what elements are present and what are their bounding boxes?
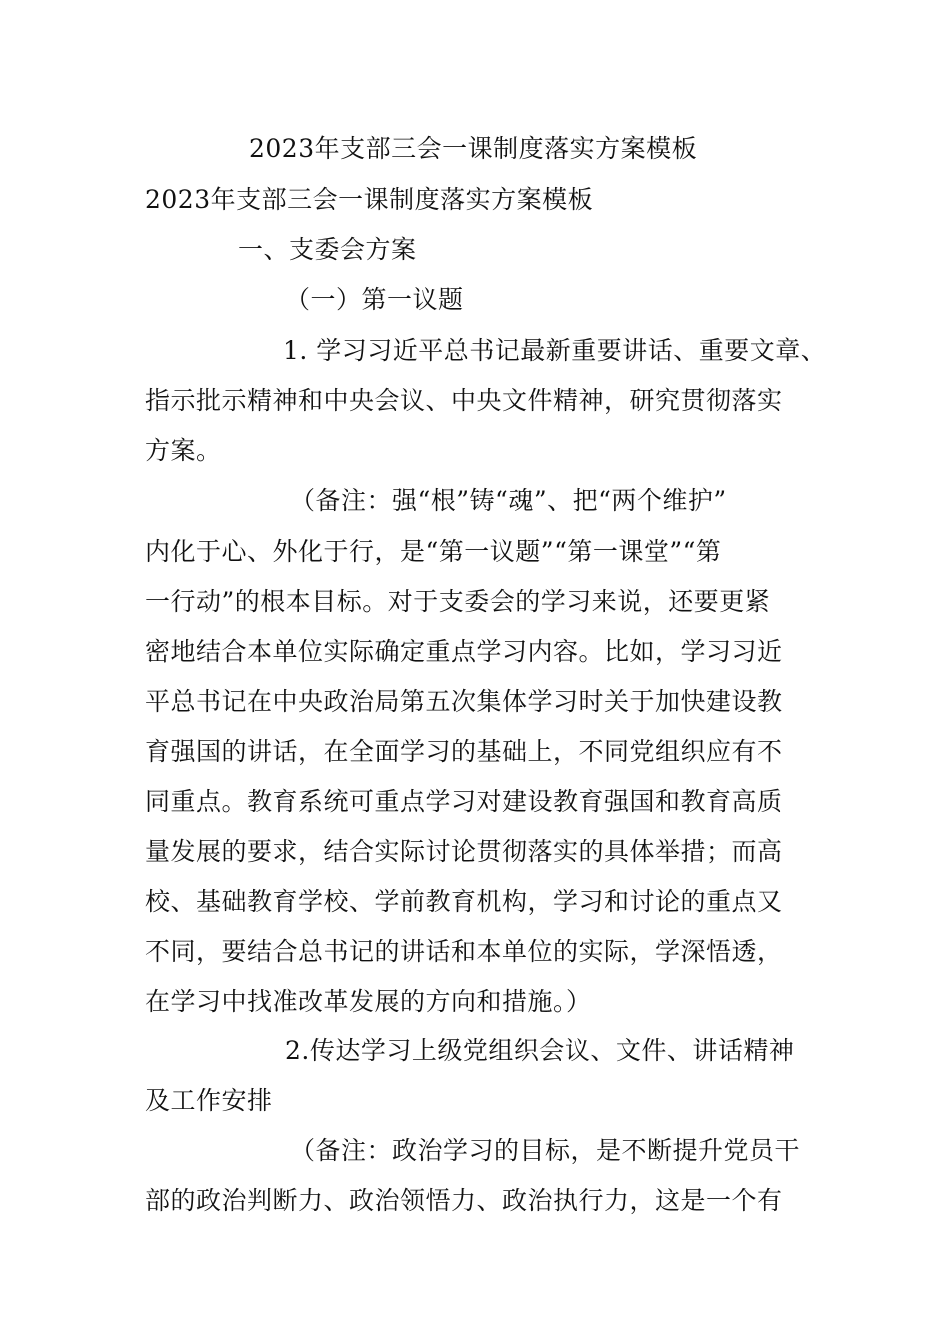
body-line: 方案。 (145, 436, 222, 465)
body-line: 一行动”的根本目标。对于支委会的学习来说，还要更紧 (145, 587, 771, 616)
body-line: 1. 学习习近平总书记最新重要讲话、重要文章、 (283, 336, 827, 365)
body-line: 量发展的要求，结合实际讨论贯彻落实的具体举措；而高 (145, 837, 783, 866)
body-line: 部的政治判断力、政治领悟力、政治执行力，这是一个有 (145, 1186, 783, 1215)
subsection-heading: （一）第一议题 (285, 285, 464, 314)
body-line: 及工作安排 (145, 1086, 273, 1115)
body-line: 不同，要结合总书记的讲话和本单位的实际，学深悟透， (145, 937, 783, 966)
section-heading: 一、支委会方案 (238, 235, 417, 264)
body-line: 育强国的讲话，在全面学习的基础上，不同党组织应有不 (145, 737, 783, 766)
body-line: 内化于心、外化于行，是“第一议题”“第一课堂”“第 (145, 537, 722, 566)
body-line: 平总书记在中央政治局第五次集体学习时关于加快建设教 (145, 687, 783, 716)
body-line: 2.传达学习上级党组织会议、文件、讲话精神 (285, 1036, 795, 1065)
body-line: 密地结合本单位实际确定重点学习内容。比如，学习习近 (145, 637, 783, 666)
body-line: （备注：政治学习的目标，是不断提升党员干 (290, 1136, 801, 1165)
body-line: 同重点。教育系统可重点学习对建设教育强国和教育高质 (145, 787, 783, 816)
document-title: 2023年支部三会一课制度落实方案模板 (249, 134, 698, 163)
body-line: （备注：强“根”铸“魂”、把“两个维护” (290, 486, 727, 515)
body-line: 校、基础教育学校、学前教育机构，学习和讨论的重点又 (145, 887, 783, 916)
body-line: 在学习中找准改革发展的方向和措施。） (145, 987, 592, 1016)
body-line: 指示批示精神和中央会议、中央文件精神，研究贯彻落实 (145, 386, 783, 415)
document-subtitle: 2023年支部三会一课制度落实方案模板 (145, 185, 594, 214)
